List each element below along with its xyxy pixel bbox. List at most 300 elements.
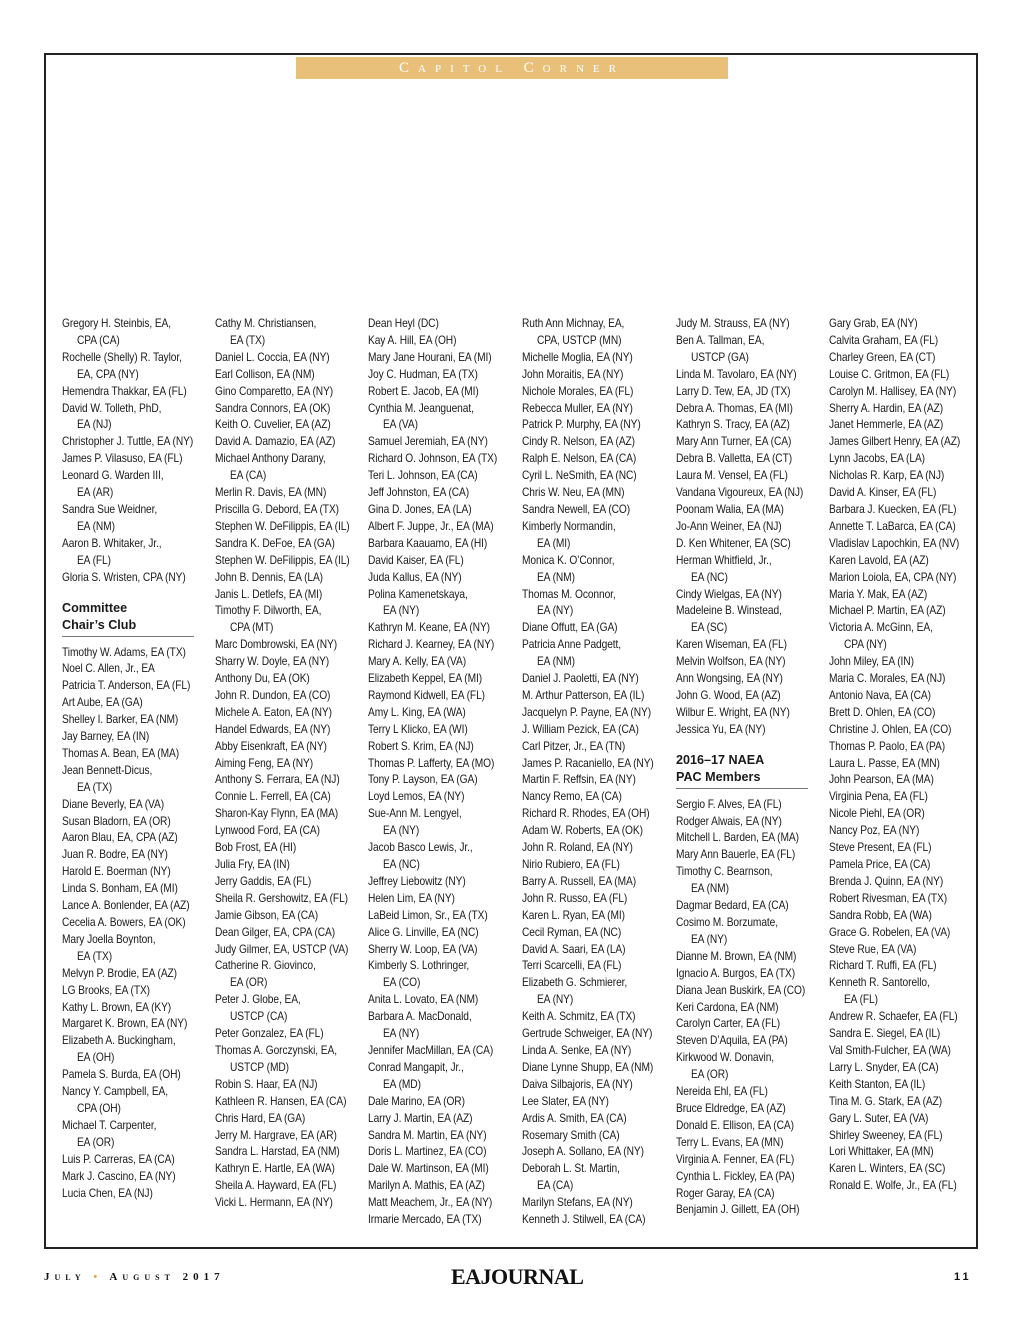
- member-name-line: Kenneth R. Santorello,: [829, 976, 930, 990]
- member-name-line: Jeff Johnston, EA (CA): [368, 486, 470, 500]
- member-name-line: Ann Wongsing, EA (NY): [676, 672, 783, 686]
- member-name-line: Dale Marino, EA (OR): [368, 1094, 465, 1108]
- member-name-line: Robin S. Haar, EA (NJ): [215, 1077, 318, 1091]
- member-name-line: Pamela Price, EA (CA): [829, 858, 931, 871]
- member-name-line: Keith Stanton, EA (IL): [829, 1077, 926, 1091]
- member-name-line: Helen Lim, EA (NY): [368, 891, 455, 905]
- member-name-line: Debra B. Valletta, EA (CT): [676, 452, 793, 466]
- member-name-line: EA (TX): [76, 949, 113, 963]
- section-heading-line: PAC Members: [676, 769, 761, 784]
- member-name-line: CPA (NY): [843, 638, 887, 652]
- member-name-line: Chris Hard, EA (GA): [215, 1111, 306, 1125]
- member-name-line: Marion Loiola, EA, CPA (NY): [829, 570, 957, 584]
- member-name-line: Gary L. Suter, EA (VA): [829, 1111, 929, 1125]
- member-name-line: EA (NY): [382, 604, 420, 618]
- section-heading-line: 2016–17 NAEA: [676, 752, 765, 767]
- journal-logo: EAJOURNAL: [451, 1264, 584, 1289]
- member-name-line: Juda Kallus, EA (NY): [368, 570, 462, 584]
- member-name-line: Barbara J. Kuecken, EA (FL): [829, 502, 957, 516]
- member-name-line: Judy M. Strauss, EA (NY): [676, 317, 790, 330]
- member-name-line: Madeleine B. Winstead,: [676, 604, 782, 618]
- member-name-line: EA (NC): [382, 858, 420, 871]
- member-name-line: Mary Ann Turner, EA (CA): [676, 435, 792, 449]
- member-name-line: Mary Ann Bauerle, EA (FL): [676, 848, 796, 862]
- member-name-line: Teri L. Johnson, EA (CA): [368, 469, 478, 483]
- member-name-line: Raymond Kidwell, EA (FL): [368, 688, 485, 702]
- member-name-line: Christine J. Ohlen, EA (CO): [829, 722, 952, 736]
- member-name-line: Pamela S. Burda, EA (OH): [62, 1068, 181, 1082]
- member-name-line: Peter Gonzalez, EA (FL): [215, 1027, 324, 1041]
- member-name-line: Daniel J. Paoletti, EA (NY): [522, 672, 639, 686]
- member-name-line: Dianne M. Brown, EA (NM): [676, 949, 797, 963]
- member-name-line: Doris L. Martinez, EA (CO): [368, 1145, 487, 1159]
- member-name-line: Diana Jean Buskirk, EA (CO): [676, 983, 806, 997]
- page-number: 11: [954, 1271, 972, 1283]
- member-name-line: Ruth Ann Michnay, EA,: [522, 317, 625, 330]
- member-name-line: Sherry W. Loop, EA (VA): [368, 942, 478, 956]
- member-name-line: Matt Meachem, Jr., EA (NY): [368, 1196, 493, 1210]
- member-name-line: Charley Green, EA (CT): [829, 350, 936, 364]
- member-name-line: Dean Heyl (DC): [368, 317, 439, 330]
- member-name-line: David A. Damazio, EA (AZ): [215, 435, 336, 449]
- member-name-line: Michael Anthony Darany,: [215, 452, 326, 466]
- member-name-line: Nicole Piehl, EA (OR): [829, 807, 925, 821]
- member-name-line: Linda A. Senke, EA (NY): [522, 1043, 632, 1057]
- member-name-line: EA (NJ): [76, 418, 112, 432]
- member-name-line: Thomas A. Gorczynski, EA,: [215, 1043, 337, 1057]
- member-name-line: John R. Roland, EA (NY): [522, 841, 633, 855]
- member-column-4: [522, 316, 672, 1229]
- member-name-line: Connie L. Ferrell, EA (CA): [215, 790, 331, 804]
- member-name-line: John Miley, EA (IN): [829, 655, 914, 669]
- member-name-line: EA, CPA (NY): [76, 367, 139, 381]
- member-name-line: Ralph E. Nelson, EA (CA): [522, 452, 637, 466]
- member-name-line: Ignacio A. Burgos, EA (TX): [676, 966, 796, 980]
- member-name-line: Vicki L. Hermann, EA (NY): [215, 1196, 333, 1210]
- member-name-line: Conrad Mangapit, Jr.,: [368, 1060, 464, 1074]
- member-name-line: Kathy L. Brown, EA (KY): [62, 1000, 172, 1014]
- member-name-line: Virginia A. Fenner, EA (FL): [676, 1152, 795, 1166]
- member-name-line: Cecelia A. Bowers, EA (OK): [62, 916, 186, 929]
- member-columns: [62, 316, 967, 1236]
- member-name-line: Victoria A. McGinn, EA,: [829, 621, 933, 635]
- member-name-line: Carolyn Carter, EA (FL): [676, 1017, 781, 1031]
- member-name-line: Merlin R. Davis, EA (MN): [215, 486, 327, 500]
- member-name-line: Robert Rivesman, EA (TX): [829, 891, 948, 905]
- member-name-line: USTCP (GA): [690, 350, 749, 364]
- section-heading: [676, 752, 808, 789]
- member-name-line: Adam W. Roberts, EA (OK): [522, 824, 643, 838]
- member-name-line: Leonard G. Warden III,: [62, 469, 164, 483]
- member-name-line: Debra A. Thomas, EA (MI): [676, 401, 793, 415]
- member-column-5: [676, 316, 826, 1219]
- member-name-line: Dean Gilger, EA, CPA (CA): [215, 925, 336, 939]
- section-banner: Capitol Corner: [296, 57, 728, 79]
- member-name-line: Art Aube, EA (GA): [62, 696, 143, 710]
- member-name-line: Gertrude Schweiger, EA (NY): [522, 1027, 653, 1041]
- member-name-line: Robert E. Jacob, EA (MI): [368, 384, 479, 398]
- member-name-line: Elizabeth A. Buckingham,: [62, 1034, 176, 1048]
- member-name-line: Patricia T. Anderson, EA (FL): [62, 679, 191, 693]
- member-name-line: Aaron Blau, EA, CPA (AZ): [62, 831, 178, 845]
- member-name-line: Lance A. Bonlender, EA (AZ): [62, 899, 190, 913]
- member-column-2: [215, 316, 365, 1212]
- member-name-line: Melvyn P. Brodie, EA (AZ): [62, 966, 177, 980]
- member-name-line: Rebecca Muller, EA (NY): [522, 401, 633, 415]
- member-name-line: CPA, USTCP (MN): [536, 333, 622, 347]
- member-name-line: Thomas A. Bean, EA (MA): [62, 746, 180, 760]
- member-name-line: Nancy Y. Campbell, EA,: [62, 1085, 169, 1099]
- member-name-line: EA (NY): [690, 932, 728, 946]
- member-name-line: Louise C. Gritmon, EA (FL): [829, 367, 950, 381]
- member-name-line: Kathryn M. Keane, EA (NY): [368, 621, 490, 635]
- member-name-line: Martin F. Reffsin, EA (NY): [522, 773, 636, 787]
- member-name-line: Jeffrey Liebowitz (NY): [368, 874, 466, 888]
- member-name-line: Lynwood Ford, EA (CA): [215, 824, 320, 838]
- member-name-line: Abby Eisenkraft, EA (NY): [215, 739, 327, 753]
- member-name-line: Mark J. Cascino, EA (NY): [62, 1169, 176, 1183]
- member-name-line: Lucia Chen, EA (NJ): [62, 1186, 153, 1200]
- member-name-line: Catherine R. Giovinco,: [215, 959, 316, 973]
- member-name-line: Kimberly Normandin,: [522, 519, 616, 533]
- member-name-line: EA (NY): [536, 604, 574, 618]
- member-name-line: Timothy C. Bearnson,: [676, 865, 773, 879]
- member-name-line: Peter J. Globe, EA,: [215, 993, 301, 1007]
- member-name-line: Sandra Robb, EA (WA): [829, 908, 932, 922]
- member-name-line: Thomas P. Lafferty, EA (MO): [368, 756, 495, 770]
- member-name-line: Annette T. LaBarca, EA (CA): [829, 519, 956, 533]
- member-name-line: Linda S. Bonham, EA (MI): [62, 882, 178, 896]
- member-name-line: Karen Lavold, EA (AZ): [829, 553, 929, 567]
- member-name-line: Julia Fry, EA (IN): [215, 858, 290, 871]
- member-name-line: CPA (OH): [76, 1101, 121, 1115]
- member-name-line: Lynn Jacobs, EA (LA): [829, 452, 925, 466]
- member-name-line: John Moraitis, EA (NY): [522, 367, 624, 381]
- member-name-line: LaBeid Limon, Sr., EA (TX): [368, 908, 488, 922]
- member-name-line: J. William Pezick, EA (CA): [522, 722, 639, 736]
- member-name-line: Kenneth J. Stilwell, EA (CA): [522, 1213, 646, 1227]
- member-name-line: CPA (MT): [229, 621, 274, 635]
- member-name-line: James Gilbert Henry, EA (AZ): [829, 435, 961, 449]
- section-heading-line: Chair’s Club: [62, 617, 137, 632]
- member-name-line: Monica K. O’Connor,: [522, 553, 615, 567]
- member-name-line: Diane Offutt, EA (GA): [522, 621, 618, 635]
- member-name-line: Tina M. G. Stark, EA (AZ): [829, 1094, 943, 1108]
- member-name-line: Gino Comparetto, EA (NY): [215, 384, 334, 398]
- member-name-line: Patrick P. Murphy, EA (NY): [522, 418, 641, 432]
- member-name-line: Gloria S. Wristen, CPA (NY): [62, 570, 186, 584]
- member-name-line: Calvita Graham, EA (FL): [829, 333, 939, 347]
- member-name-line: EA (SC): [690, 621, 728, 635]
- member-name-line: EA (NM): [536, 570, 575, 584]
- member-name-line: Jamie Gibson, EA (CA): [215, 908, 319, 922]
- member-name-line: USTCP (MD): [229, 1060, 289, 1074]
- member-name-line: Gary Grab, EA (NY): [829, 317, 918, 330]
- member-name-line: Irmarie Mercado, EA (TX): [368, 1213, 482, 1227]
- member-name-line: Bruce Eldredge, EA (AZ): [676, 1101, 786, 1115]
- member-name-line: Jo-Ann Weiner, EA (NJ): [676, 519, 782, 533]
- member-name-line: Anthony S. Ferrara, EA (NJ): [215, 773, 340, 787]
- member-name-line: Stephen W. DeFilippis, EA (IL): [215, 553, 350, 567]
- member-name-line: Richard R. Rhodes, EA (OH): [522, 807, 650, 821]
- member-name-line: EA (OR): [229, 976, 268, 990]
- member-name-line: Marilyn A. Mathis, EA (AZ): [368, 1179, 485, 1193]
- member-name-line: Val Smith-Fulcher, EA (WA): [829, 1043, 951, 1057]
- member-name-line: Margaret K. Brown, EA (NY): [62, 1017, 188, 1031]
- member-name-line: Kathryn S. Tracy, EA (AZ): [676, 418, 790, 432]
- member-name-line: Marilyn Stefans, EA (NY): [522, 1196, 633, 1210]
- member-name-line: John R. Dundon, EA (CO): [215, 688, 331, 702]
- member-name-line: Karen L. Winters, EA (SC): [829, 1162, 946, 1176]
- member-name-line: Cynthia L. Fickley, EA (PA): [676, 1169, 795, 1183]
- member-name-line: Michele A. Eaton, EA (NY): [215, 705, 332, 719]
- member-name-line: Karen Wiseman, EA (FL): [676, 638, 787, 652]
- member-name-line: USTCP (CA): [229, 1010, 288, 1024]
- member-name-line: Steve Rue, EA (VA): [829, 942, 917, 956]
- member-name-line: Sharry W. Doyle, EA (NY): [215, 655, 330, 669]
- issue-month-year: August 2017: [109, 1271, 225, 1283]
- member-name-line: Patricia Anne Padgett,: [522, 638, 622, 652]
- member-name-line: Karen L. Ryan, EA (MI): [522, 908, 625, 922]
- member-name-line: EA (NC): [690, 570, 728, 584]
- member-name-line: Shelley I. Barker, EA (NM): [62, 713, 179, 727]
- member-name-line: Alice G. Linville, EA (NC): [368, 925, 479, 939]
- member-name-line: Larry J. Martin, EA (AZ): [368, 1111, 473, 1125]
- member-name-line: Brett D. Ohlen, EA (CO): [829, 705, 936, 719]
- member-name-line: John Pearson, EA (MA): [829, 773, 934, 787]
- member-name-line: EA (CA): [536, 1179, 574, 1193]
- member-name-line: Janis L. Detlefs, EA (MI): [215, 587, 323, 601]
- member-name-line: M. Arthur Patterson, EA (IL): [522, 688, 645, 702]
- member-name-line: David A. Saari, EA (LA): [522, 942, 626, 956]
- member-name-line: Shirley Sweeney, EA (FL): [829, 1128, 943, 1142]
- member-name-line: Vandana Vigoureux, EA (NJ): [676, 486, 804, 500]
- member-name-line: Richard O. Johnson, EA (TX): [368, 452, 498, 466]
- member-name-line: Sue-Ann M. Lengyel,: [368, 807, 462, 821]
- member-name-line: Michael T. Carpenter,: [62, 1118, 157, 1132]
- member-name-line: Kathleen R. Hansen, EA (CA): [215, 1094, 347, 1108]
- member-name-line: Anita L. Lovato, EA (NM): [368, 993, 479, 1007]
- member-name-line: Laura M. Vensel, EA (FL): [676, 469, 788, 483]
- member-column-6: [829, 316, 979, 1195]
- member-name-line: Jessica Yu, EA (NY): [676, 722, 766, 736]
- member-name-line: Noel C. Allen, Jr., EA: [62, 662, 155, 676]
- member-name-line: Kay A. Hill, EA (OH): [368, 333, 457, 347]
- member-name-line: Barbara Kaauamo, EA (HI): [368, 536, 488, 550]
- member-name-line: Mary A. Kelly, EA (VA): [368, 655, 467, 669]
- member-name-line: Sandra E. Siegel, EA (IL): [829, 1027, 941, 1041]
- member-name-line: Lee Slater, EA (NY): [522, 1094, 609, 1108]
- member-name-line: Grace G. Robelen, EA (VA): [829, 925, 951, 939]
- member-name-line: Deborah L. St. Martin,: [522, 1162, 620, 1176]
- member-name-line: EA (OR): [690, 1068, 729, 1082]
- member-name-line: Cyril L. NeSmith, EA (NC): [522, 469, 637, 483]
- member-name-line: Melvin Wolfson, EA (NY): [676, 655, 786, 669]
- member-name-line: Loyd Lemos, EA (NY): [368, 790, 465, 804]
- member-name-line: Lori Whittaker, EA (MN): [829, 1145, 934, 1159]
- member-name-line: Linda M. Tavolaro, EA (NY): [676, 367, 797, 381]
- member-name-line: Michelle Moglia, EA (NY): [522, 350, 633, 364]
- member-name-line: Nancy Poz, EA (NY): [829, 824, 920, 838]
- member-name-line: Nichole Morales, EA (FL): [522, 384, 634, 398]
- member-name-line: Steven D’Aquila, EA (PA): [676, 1034, 788, 1048]
- member-name-line: Larry D. Tew, EA, JD (TX): [676, 384, 791, 398]
- member-name-line: Nicholas R. Karp, EA (NJ): [829, 469, 945, 483]
- member-name-line: Tony P. Layson, EA (GA): [368, 773, 478, 787]
- member-name-line: David Kaiser, EA (FL): [368, 553, 464, 567]
- member-name-line: Maria C. Morales, EA (NJ): [829, 672, 946, 686]
- member-name-line: EA (FL): [76, 553, 111, 567]
- member-name-line: Richard J. Kearney, EA (NY): [368, 638, 495, 652]
- member-name-line: John R. Russo, EA (FL): [522, 891, 628, 905]
- member-name-line: Mary Joella Boynton,: [62, 932, 156, 946]
- member-name-line: Brenda J. Quinn, EA (NY): [829, 874, 944, 888]
- member-name-line: Harold E. Boerman (NY): [62, 865, 171, 879]
- member-name-line: Jerry M. Hargrave, EA (AR): [215, 1128, 337, 1142]
- member-name-line: Cindy Wielgas, EA (NY): [676, 587, 782, 601]
- member-name-line: Cosimo M. Borzumate,: [676, 916, 778, 929]
- member-name-line: EA (MD): [382, 1077, 421, 1091]
- member-name-line: Sheila R. Gershowitz, EA (FL): [215, 891, 348, 905]
- member-name-line: Rochelle (Shelly) R. Taylor,: [62, 350, 182, 364]
- member-name-line: Anthony Du, EA (OK): [215, 672, 310, 686]
- member-name-line: CPA (CA): [76, 333, 120, 347]
- member-name-line: Ardis A. Smith, EA (CA): [522, 1111, 627, 1125]
- member-name-line: Elizabeth Keppel, EA (MI): [368, 672, 483, 686]
- member-name-line: Susan Bladorn, EA (OR): [62, 814, 171, 828]
- member-name-line: Jennifer MacMillan, EA (CA): [368, 1043, 494, 1057]
- member-name-line: James P. Vilasuso, EA (FL): [62, 452, 183, 466]
- member-name-line: Cynthia M. Jeanguenat,: [368, 401, 474, 415]
- member-name-line: Dagmar Bedard, EA (CA): [676, 899, 789, 913]
- member-name-line: Joy C. Hudman, EA (TX): [368, 367, 478, 381]
- member-name-line: Christopher J. Tuttle, EA (NY): [62, 435, 194, 449]
- member-name-line: EA (VA): [382, 418, 418, 432]
- member-name-line: Sandra M. Martin, EA (NY): [368, 1128, 487, 1142]
- member-name-line: Jerry Gaddis, EA (FL): [215, 874, 312, 888]
- member-name-line: Cecil Ryman, EA (NC): [522, 925, 622, 939]
- member-name-line: Chris W. Neu, EA (MN): [522, 486, 625, 500]
- member-name-line: Maria Y. Mak, EA (AZ): [829, 587, 928, 601]
- member-name-line: Wilbur E. Wright, EA (NY): [676, 705, 790, 719]
- member-name-line: Amy L. King, EA (WA): [368, 705, 466, 719]
- member-name-line: EA (OR): [76, 1135, 115, 1149]
- member-name-line: Barbara A. MacDonald,: [368, 1010, 472, 1024]
- member-name-line: Sandra L. Harstad, EA (NM): [215, 1145, 340, 1159]
- member-name-line: Marc Dombrowski, EA (NY): [215, 638, 338, 652]
- member-name-line: Terri Scarcelli, EA (FL): [522, 959, 622, 973]
- member-name-line: D. Ken Whitener, EA (SC): [676, 536, 791, 550]
- member-name-line: Daniel L. Coccia, EA (NY): [215, 350, 330, 364]
- member-name-line: Vladislav Lapochkin, EA (NV): [829, 536, 960, 550]
- member-name-line: EA (AR): [76, 486, 114, 500]
- member-name-line: Sherry A. Hardin, EA (AZ): [829, 401, 944, 415]
- member-name-line: Donald E. Ellison, EA (CA): [676, 1118, 794, 1132]
- member-name-line: Mary Jane Hourani, EA (MI): [368, 350, 492, 364]
- member-name-line: Hemendra Thakkar, EA (FL): [62, 384, 187, 398]
- member-name-line: Jay Barney, EA (IN): [62, 730, 150, 744]
- member-name-line: David A. Kinser, EA (FL): [829, 486, 937, 500]
- member-name-line: LG Brooks, EA (TX): [62, 983, 150, 997]
- member-name-line: Sandra Connors, EA (OK): [215, 401, 331, 415]
- member-name-line: Carolyn M. Hallisey, EA (NY): [829, 384, 957, 398]
- member-name-line: Andrew R. Schaefer, EA (FL): [829, 1010, 958, 1024]
- member-name-line: Diane Lynne Shupp, EA (NM): [522, 1060, 654, 1074]
- member-name-line: Kimberly S. Lothringer,: [368, 959, 470, 973]
- member-name-line: Samuel Jeremiah, EA (NY): [368, 435, 488, 449]
- member-name-line: Diane Beverly, EA (VA): [62, 797, 165, 811]
- member-name-line: EA (CO): [382, 976, 421, 990]
- member-name-line: Sharon-Kay Flynn, EA (MA): [215, 807, 339, 821]
- member-column-1: [62, 316, 212, 1202]
- member-name-line: Priscilla G. Debord, EA (TX): [215, 502, 339, 516]
- member-name-line: EA (MI): [536, 536, 571, 550]
- member-name-line: Sheila A. Hayward, EA (FL): [215, 1179, 337, 1193]
- member-name-line: Antonio Nava, EA (CA): [829, 688, 931, 702]
- member-name-line: Timothy F. Dilworth, EA,: [215, 604, 322, 618]
- member-name-line: Daiva Silbajoris, EA (NY): [522, 1077, 633, 1091]
- member-name-line: Elizabeth G. Schmierer,: [522, 976, 628, 990]
- member-name-line: EA (CA): [229, 469, 267, 483]
- member-name-line: Earl Collison, EA (NM): [215, 367, 315, 381]
- member-name-line: Carl Pitzer, Jr., EA (TN): [522, 739, 626, 753]
- member-name-line: Luis P. Carreras, EA (CA): [62, 1152, 175, 1166]
- member-column-3: [368, 316, 518, 1229]
- member-name-line: Joseph A. Sollano, EA (NY): [522, 1145, 644, 1159]
- member-name-line: EA (NM): [690, 882, 729, 896]
- member-name-line: EA (TX): [229, 333, 266, 347]
- member-name-line: Cindy R. Nelson, EA (AZ): [522, 435, 635, 449]
- member-name-line: Laura L. Passe, EA (MN): [829, 756, 940, 770]
- member-name-line: John B. Dennis, EA (LA): [215, 570, 323, 584]
- member-name-line: Sandra Newell, EA (CO): [522, 502, 631, 516]
- member-name-line: Kirkwood W. Donavin,: [676, 1051, 775, 1065]
- member-name-line: EA (OH): [76, 1051, 115, 1065]
- member-name-line: Steve Present, EA (FL): [829, 841, 932, 855]
- member-name-line: Barry A. Russell, EA (MA): [522, 874, 637, 888]
- member-name-line: Nereida Ehl, EA (FL): [676, 1085, 768, 1099]
- member-name-line: Nirio Rubiero, EA (FL): [522, 858, 620, 871]
- member-name-line: Sandra K. DeFoe, EA (GA): [215, 536, 335, 550]
- member-name-line: Jacquelyn P. Payne, EA (NY): [522, 705, 652, 719]
- member-name-line: Thomas P. Paolo, EA (PA): [829, 739, 946, 753]
- member-name-line: Poonam Walia, EA (MA): [676, 502, 784, 516]
- member-name-line: EA (NY): [536, 993, 574, 1007]
- member-name-line: Kathryn E. Hartle, EA (WA): [215, 1162, 335, 1176]
- member-name-line: Michael P. Martin, EA (AZ): [829, 604, 946, 618]
- member-name-line: Janet Hemmerle, EA (AZ): [829, 418, 944, 432]
- member-name-line: Roger Garay, EA (CA): [676, 1186, 775, 1200]
- member-name-line: Aaron B. Whitaker, Jr.,: [62, 536, 162, 550]
- member-name-line: Gina D. Jones, EA (LA): [368, 502, 472, 516]
- member-name-line: Cathy M. Christiansen,: [215, 317, 317, 330]
- member-name-line: Gregory H. Steinbis, EA,: [62, 317, 172, 330]
- member-name-line: Keith O. Cuvelier, EA (AZ): [215, 418, 331, 432]
- member-name-line: EA (FL): [843, 993, 878, 1007]
- member-name-line: Sergio F. Alves, EA (FL): [676, 797, 782, 811]
- member-name-line: Larry L. Snyder, EA (CA): [829, 1060, 939, 1074]
- member-name-line: Benjamin J. Gillett, EA (OH): [676, 1203, 800, 1217]
- member-name-line: Herman Whitfield, Jr.,: [676, 553, 772, 567]
- member-name-line: Richard T. Ruffi, EA (FL): [829, 959, 937, 973]
- member-name-line: John G. Wood, EA (AZ): [676, 688, 781, 702]
- member-name-line: Polina Kamenetskaya,: [368, 587, 468, 601]
- member-name-line: Aiming Feng, EA (NY): [215, 756, 314, 770]
- member-name-line: Jacob Basco Lewis, Jr.,: [368, 841, 473, 855]
- member-name-line: Juan R. Bodre, EA (NY): [62, 848, 168, 862]
- member-name-line: EA (NY): [382, 824, 420, 838]
- member-name-line: Rosemary Smith (CA): [522, 1128, 620, 1142]
